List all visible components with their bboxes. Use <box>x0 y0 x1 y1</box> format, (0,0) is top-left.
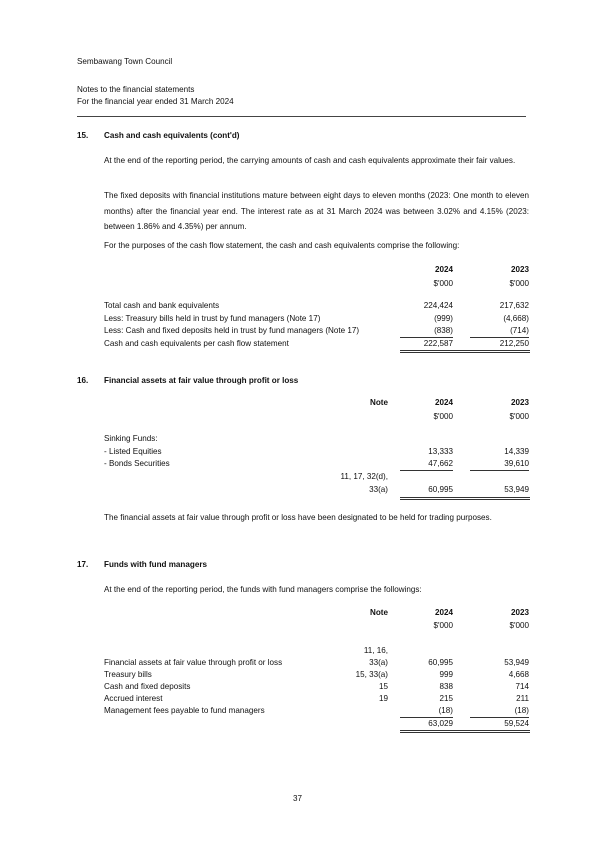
table-cell-note: 19 <box>378 694 388 703</box>
table-cell-2023: 39,610 <box>504 459 529 468</box>
section-15-title: Cash and cash equivalents (cont'd) <box>104 131 240 140</box>
s17-total-2024: 63,029 <box>428 719 453 728</box>
s16-header-note: Note <box>370 398 388 407</box>
table-cell-2024: 215 <box>439 694 453 703</box>
s17-row1-note-line-1: 11, 16, <box>363 646 388 655</box>
s17-header-2024: 2024 <box>434 608 453 617</box>
subtotal-rule <box>400 337 453 338</box>
table-cell-2023: (4,668) <box>503 314 529 323</box>
table-row-label: Treasury bills <box>104 670 152 679</box>
table-cell-2024: 47,662 <box>428 459 453 468</box>
table-cell-2023: (18) <box>514 706 529 715</box>
table-row-label: Accrued interest <box>104 694 163 703</box>
table-cell-2024: (18) <box>438 706 453 715</box>
sinking-funds-label: Sinking Funds: <box>104 434 158 443</box>
table-cell-2023: 217,632 <box>499 301 529 310</box>
reporting-period: For the financial year ended 31 March 2024 <box>77 97 234 106</box>
table-cell-2024: 60,995 <box>428 658 453 667</box>
table-cell-2024: 224,424 <box>423 301 453 310</box>
header-rule <box>77 116 526 117</box>
table-row-label: Less: Cash and fixed deposits held in trust by fund managers (Note 17) <box>104 326 360 335</box>
table-cell-2024: (838) <box>434 326 453 335</box>
subtotal-rule <box>400 470 453 471</box>
table-cell-2024: 838 <box>439 682 453 691</box>
section-16-title: Financial assets at fair value through profit or loss <box>104 376 299 385</box>
table-cell-2023: 14,339 <box>504 447 529 456</box>
section-16-number: 16. <box>77 376 89 385</box>
subtotal-rule <box>470 470 529 471</box>
table-cell-2024: 13,333 <box>428 447 453 456</box>
s16-unit-2023: $'000 <box>509 412 529 421</box>
section-17-number: 17. <box>77 560 89 569</box>
document-title: Notes to the financial statements <box>77 85 195 94</box>
council-name: Sembawang Town Council <box>77 57 173 66</box>
table-cell-2023: 211 <box>516 694 529 703</box>
s16-header-2024: 2024 <box>434 398 453 407</box>
s17-unit-2024: $'000 <box>433 621 453 630</box>
s17-unit-2023: $'000 <box>509 621 529 630</box>
s17-header-2023: 2023 <box>510 608 529 617</box>
subtotal-rule <box>470 337 529 338</box>
table-cell-2023: 212,250 <box>499 339 529 348</box>
total-rule <box>400 732 530 733</box>
table-row-label: Less: Treasury bills held in trust by fund managers (Note 17) <box>104 314 321 323</box>
total-rule <box>400 352 530 353</box>
table-cell-2023: 714 <box>515 682 529 691</box>
table-cell-note: 15, 33(a) <box>355 670 388 679</box>
s15-header-2024: 2024 <box>434 265 453 274</box>
table-cell-2023: 53,949 <box>504 658 529 667</box>
s15-unit-2024: $'000 <box>433 279 453 288</box>
s16-total-note-line-2: 33(a) <box>369 485 388 494</box>
s16-total-2023: 53,949 <box>504 485 529 494</box>
table-row-label: Management fees payable to fund managers <box>104 706 265 715</box>
table-cell-2023: (714) <box>510 326 529 335</box>
table-row-label: Financial assets at fair value through profit or loss <box>104 658 283 667</box>
table-cell-2024: 999 <box>439 670 453 679</box>
total-rule <box>400 499 530 500</box>
s16-total-2024: 60,995 <box>428 485 453 494</box>
s17-header-note: Note <box>370 608 388 617</box>
table-row-label: - Listed Equities <box>104 447 162 456</box>
s16-unit-2024: $'000 <box>433 412 453 421</box>
table-cell-2024: (999) <box>434 314 453 323</box>
section-15-number: 15. <box>77 131 89 140</box>
table-cell-2024: 222,587 <box>423 339 453 348</box>
table-cell-2023: 4,668 <box>508 670 529 679</box>
section-15-paragraph-1: At the end of the reporting period, the carrying amounts of cash and cash equivalents approximate their fair values. <box>104 156 516 165</box>
section-15-paragraph-2: The fixed deposits with financial institutions mature between eight days to eleven months (2023: One month to eleven months) after the financial year end. The interest rate as at 31 March 2024 was between 3.02% and 4.15% (2023: between 1.86% and 4.35%) per annum. <box>104 191 529 231</box>
table-cell-note: 33(a) <box>369 658 388 667</box>
subtotal-rule <box>470 717 529 718</box>
total-rule <box>400 350 530 351</box>
s17-total-2023: 59,524 <box>504 719 529 728</box>
s15-unit-2023: $'000 <box>509 279 529 288</box>
total-rule <box>400 497 530 498</box>
table-row-label: Total cash and bank equivalents <box>104 301 220 310</box>
s16-total-note-line-1: 11, 17, 32(d), <box>340 472 388 481</box>
table-cell-note: 15 <box>378 682 388 691</box>
table-row-label: - Bonds Securities <box>104 459 170 468</box>
table-row-label: Cash and cash equivalents per cash flow statement <box>104 339 289 348</box>
section-17-title: Funds with fund managers <box>104 560 207 569</box>
total-rule <box>400 730 530 731</box>
subtotal-rule <box>400 717 453 718</box>
section-17-paragraph-1: At the end of the reporting period, the funds with fund managers comprise the followings: <box>104 585 422 594</box>
page-number: 37 <box>292 794 302 803</box>
section-16-paragraph-1: The financial assets at fair value through profit or loss have been designated to be held for trading purposes. <box>104 513 492 522</box>
s15-header-2023: 2023 <box>510 265 529 274</box>
table-row-label: Cash and fixed deposits <box>104 682 191 691</box>
s16-header-2023: 2023 <box>510 398 529 407</box>
section-15-paragraph-3: For the purposes of the cash flow statement, the cash and cash equivalents comprise the following: <box>104 241 460 250</box>
